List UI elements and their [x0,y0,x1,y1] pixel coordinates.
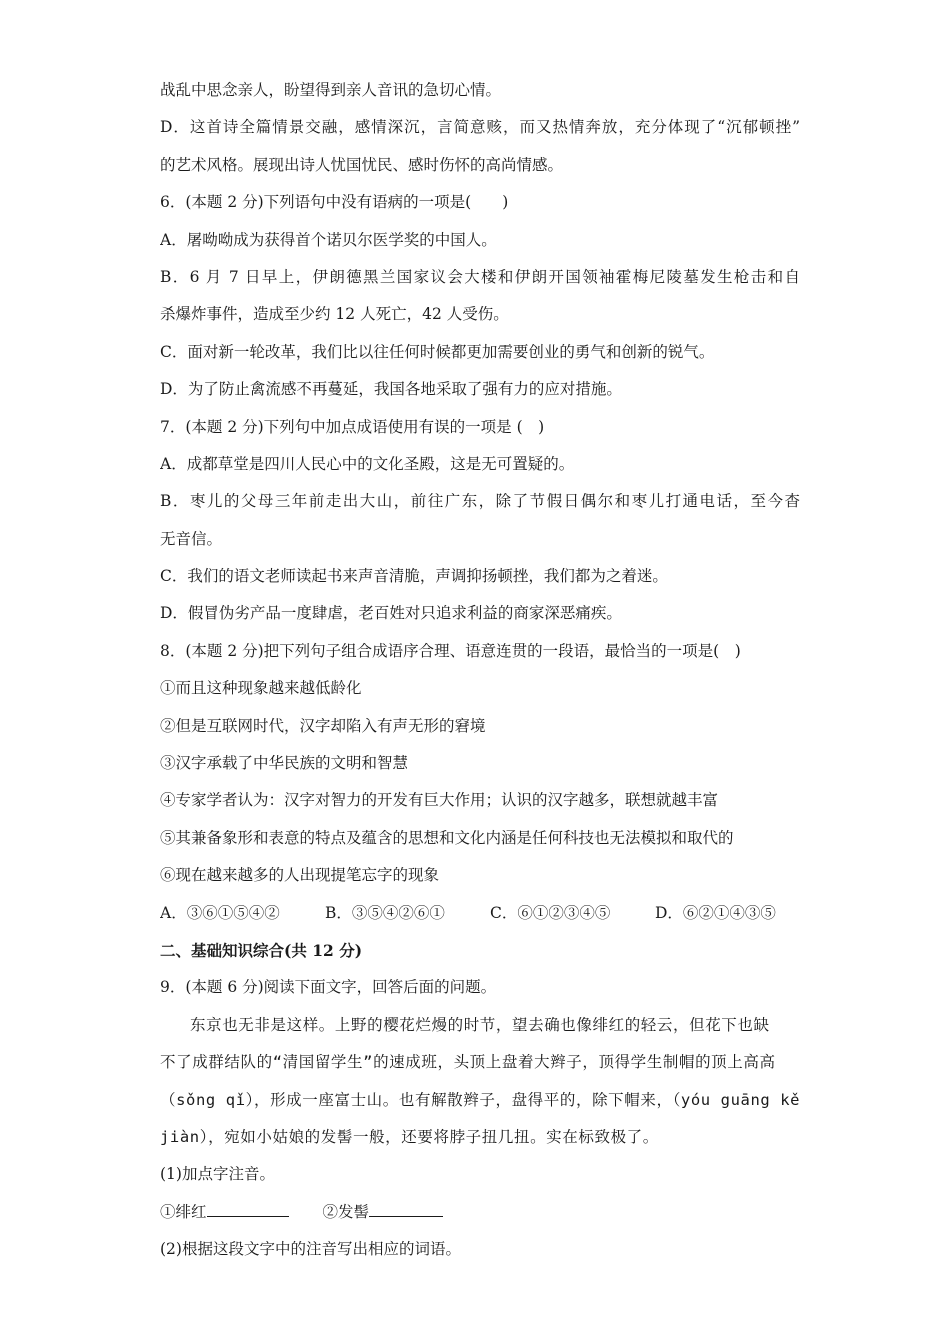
passage-line: （sǒng qǐ），形成一座富士山。也有解散辫子，盘得平的，除下帽来，（yóu guāng kě [160,1090,800,1109]
option-d-q6: D．为了防止禽流感不再蔓延，我国各地采取了强有力的应对措施。 [160,380,622,399]
section-heading: 二、基础知识综合(共 12 分) [160,940,363,960]
q8-option-b: B．③⑤④②⑥① [325,903,445,922]
passage-line: 东京也无非是这样。上野的樱花烂熳的时节，望去确也像绯红的轻云，但花下也缺 [190,1015,770,1034]
option-a-q6: A．屠呦呦成为获得首个诺贝尔医学奖的中国人。 [160,230,497,249]
blank-label-1: ①绯红 [160,1202,207,1221]
sentence-1: ①而且这种现象越来越低龄化 [160,679,362,698]
text-line: 无音信。 [160,529,223,548]
pinyin-blanks [160,1194,800,1231]
q8-option-d: D．⑥②①④③⑤ [655,903,776,922]
question-7: 7．(本题 2 分)下列句中加点成语使用有误的一项是 ( ) [160,417,545,436]
sub-question-2: (2)根据这段文字中的注音写出相应的词语。 [160,1240,461,1259]
option-c-q7: C．我们的语文老师读起书来声音清脆，声调抑扬顿挫，我们都为之着迷。 [160,567,668,586]
sentence-2: ②但是互联网时代，汉字却陷入有声无形的窘境 [160,716,486,735]
sentence-4: ④专家学者认为：汉字对智力的开发有巨大作用；认识的汉字越多，联想就越丰富 [160,791,719,810]
sentence-5: ⑤其兼备象形和表意的特点及蕴含的思想和文化内涵是任何科技也无法模拟和取代的 [160,828,734,847]
text-line: 的艺术风格。展现出诗人忧国忧民、感时伤怀的高尚情感。 [160,155,564,174]
question-6: 6．(本题 2 分)下列语句中没有语病的一项是( ) [160,193,509,212]
option-c-q6: C．面对新一轮改革，我们比以往任何时候都更加需要创业的勇气和创新的锐气。 [160,342,715,361]
q8-option-a: A．③⑥①⑤④② [160,903,280,922]
q8-options [160,895,800,932]
passage-line: 不了成群结队的“清国留学生”的速成班，头顶上盘着大辫子，顶得学生制帽的顶上高高 [160,1053,776,1072]
text-line: 杀爆炸事件，造成至少约 12 人死亡，42 人受伤。 [160,305,509,324]
document-page [160,72,800,1269]
option-d-q7: D．假冒伪劣产品一度肆虐，老百姓对只追求利益的商家深恶痛疾。 [160,604,622,623]
q8-option-c: C．⑥①②③④⑤ [490,903,611,922]
sub-question-1: (1)加点字注音。 [160,1165,275,1184]
answer-blank-2[interactable] [369,1196,443,1217]
sentence-3: ③汉字承载了中华民族的文明和智慧 [160,754,409,773]
option-b-q6: B．6 月 7 日早上，伊朗德黑兰国家议会大楼和伊朗开国领袖霍梅尼陵墓发生枪击和自 [160,267,800,286]
option-d-q5: D．这首诗全篇情景交融，感情深沉，言简意赅，而又热情奔放，充分体现了“沉郁顿挫” [160,118,800,137]
blank-label-2: ②发髻 [322,1202,370,1221]
passage-line: jiàn），宛如小姑娘的发髻一般，还要将脖子扭几扭。实在标致极了。 [160,1127,659,1146]
answer-blank-1[interactable] [207,1196,289,1217]
sentence-6: ⑥现在越来越多的人出现提笔忘字的现象 [160,866,440,885]
option-a-q7: A．成都草堂是四川人民心中的文化圣殿，这是无可置疑的。 [160,454,575,473]
question-8: 8．(本题 2 分)把下列句子组合成语序合理、语意连贯的一段语，最恰当的一项是( ) [160,641,741,660]
option-b-q7: B．枣儿的父母三年前走出大山，前往广东，除了节假日偶尔和枣儿打通电话，至今杳 [160,492,800,511]
text-line: 战乱中思念亲人，盼望得到亲人音讯的急切心情。 [160,81,502,99]
question-9: 9．(本题 6 分)阅读下面文字，回答后面的问题。 [160,978,497,997]
